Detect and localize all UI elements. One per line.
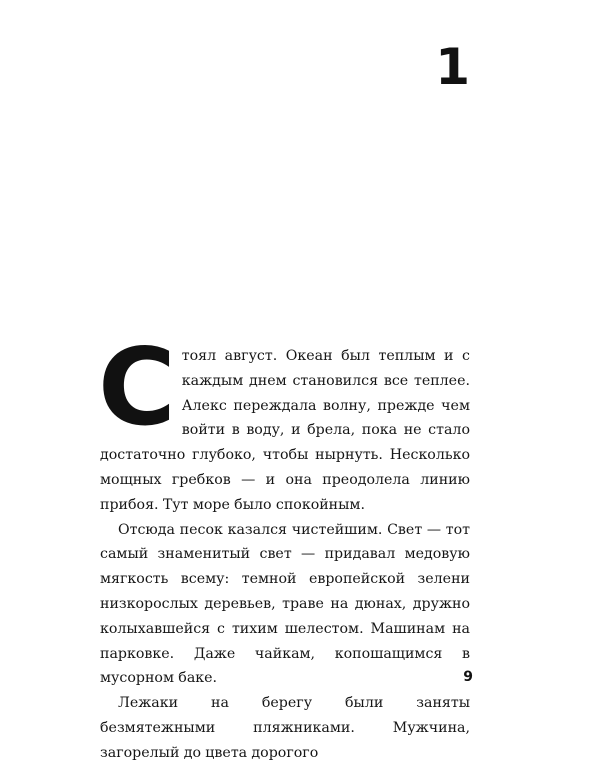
paragraph-2: Отсюда песок казался чистейшим. Свет — тот самый знаменитый свет — придавал медовую мягкость всему: темной европейской зелени низкорослых деревьев, траве на дюнах, дружно колыхавшейся с тихим шелестом. Машинам на парковке. Даже чайкам, копошащимся в мусорном баке. [100,521,470,687]
chapter-number: 1 [435,38,470,96]
page-number: 9 [463,669,473,685]
body-text [98,326,470,766]
paragraph-1-text: тоял август. Океан был теплым и с каждым днем становился все теплее. Алекс переждала волну, прежде чем войти в воду, и брела, пока не стало достаточно глубоко, чтобы нырнуть. Несколько мощных гребков — и она преодолела линию прибоя. Тут море было спокойным. [100,348,470,513]
paragraph-1 [98,326,470,518]
drop-cap: С [98,326,176,449]
paragraph-3: Лежаки на берегу были заняты безмятежными пляжниками. Мужчина, загорелый до цвета дорогого [100,695,470,761]
